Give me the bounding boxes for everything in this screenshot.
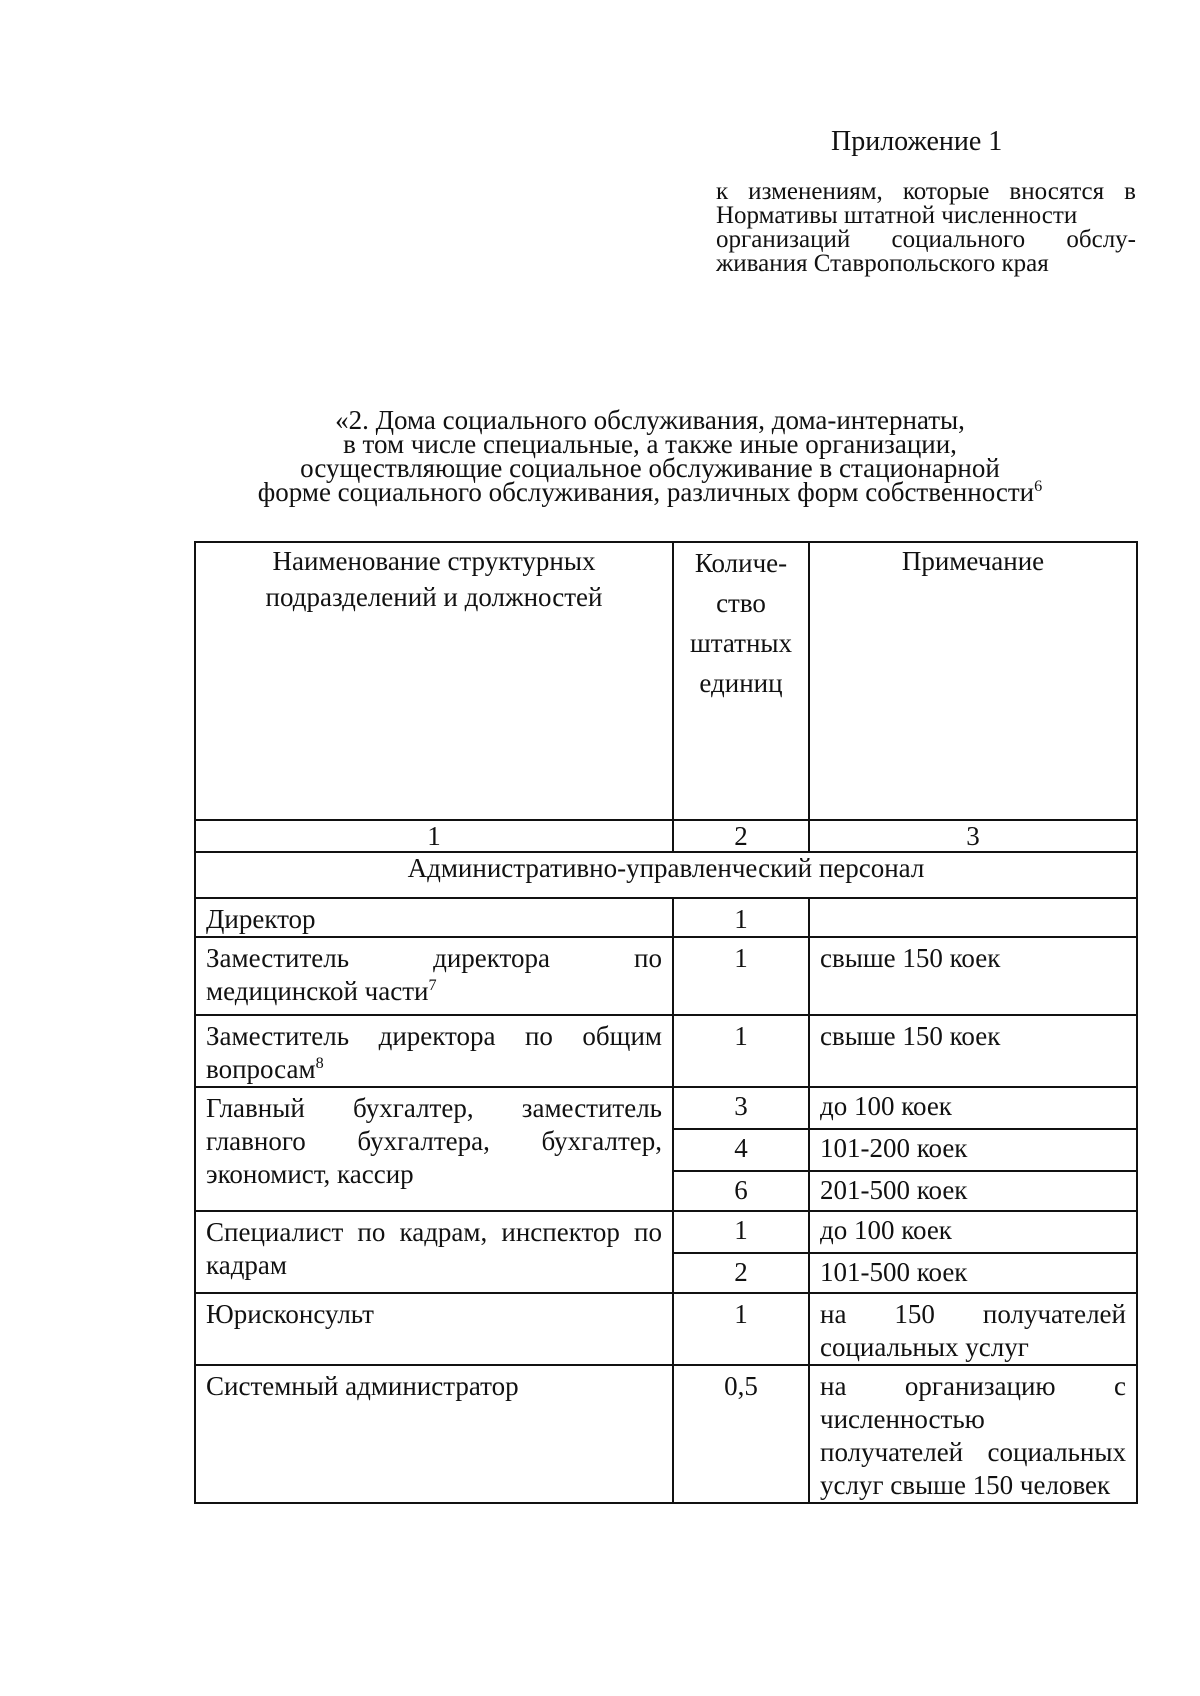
position-name: Главный бухгалтер, заместитель главного бухгалтера, бухгалтер, экономист, кассир [195,1087,673,1211]
staff-count: 3 [673,1087,809,1129]
row-note: на 150 получателей социальных услуг [809,1293,1137,1365]
section-title [220,405,1080,507]
staff-count: 1 [673,898,809,937]
position-name [195,1015,673,1087]
appendix-note-line: живания Ставропольского края [716,250,1049,277]
row-note: 201-500 коек [809,1171,1137,1211]
group-title: Административно-управленческий персонал [195,852,1137,898]
staff-table [194,541,1138,1504]
staff-count: 6 [673,1171,809,1211]
row-note: свыше 150 коек [809,1015,1137,1087]
section-title-line: осуществляющие социальное обслуживание в стационарной [300,453,1000,483]
section-title-line [220,477,1080,507]
table-row [195,937,1137,1015]
appendix-note-line: Нормативы штатной численности [716,202,1078,229]
footnote-marker: 6 [1034,477,1043,495]
position-name: Директор [195,898,673,937]
section-title-line: в том числе специальные, а также иные организации, [343,429,957,459]
row-note: до 100 коек [809,1087,1137,1129]
row-note: свыше 150 коек [809,937,1137,1015]
position-name: Юрисконсульт [195,1293,673,1365]
row-note: до 100 коек [809,1211,1137,1253]
section-title-text: форме социального обслуживания, различных форм собственности [257,477,1035,507]
footnote-marker: 7 [428,976,437,994]
position-name [195,937,673,1015]
row-note: 101-500 коек [809,1253,1137,1293]
position-name-text: Заместитель директора по общим вопросам [206,1021,662,1084]
table-header-row [195,542,1137,820]
column-number: 2 [673,820,809,852]
staff-count: 0,5 [673,1365,809,1503]
appendix-note [716,180,1136,276]
column-number: 3 [809,820,1137,852]
table-row [195,1211,1137,1253]
staff-count: 1 [673,1211,809,1253]
table-row [195,1087,1137,1129]
header-staff-count: Количе- ство штатных единиц [673,542,809,820]
table-row [195,898,1137,937]
position-name-text: Заместитель директора по медицинской части [206,943,662,1006]
row-note [809,898,1137,937]
row-note: 101-200 коек [809,1129,1137,1171]
appendix-note-line: к изменениям, которые вносятся в [716,178,1136,205]
column-number: 1 [195,820,673,852]
section-title-line: «2. Дома социального обслуживания, дома-интернаты, [335,405,965,435]
header-note: Примечание [809,542,1137,820]
header-position-name: Наименование структурных подразделений и должностей [195,542,673,820]
staff-count: 1 [673,1293,809,1365]
column-numbers-row [195,820,1137,852]
staff-count: 4 [673,1129,809,1171]
position-name: Системный администратор [195,1365,673,1503]
staff-count: 1 [673,937,809,1015]
position-name: Специалист по кадрам, инспектор по кадрам [195,1211,673,1293]
footnote-marker: 8 [315,1054,324,1072]
table-row [195,1293,1137,1365]
staff-count: 2 [673,1253,809,1293]
group-row [195,852,1137,898]
staff-count: 1 [673,1015,809,1087]
table-row [195,1365,1137,1503]
appendix-note-line: организаций социального обслу- [716,226,1136,253]
table-row [195,1015,1137,1087]
appendix-title: Приложение 1 [831,126,1003,157]
row-note: на организацию с численностью получателей социальных услуг свыше 150 человек [809,1365,1137,1503]
